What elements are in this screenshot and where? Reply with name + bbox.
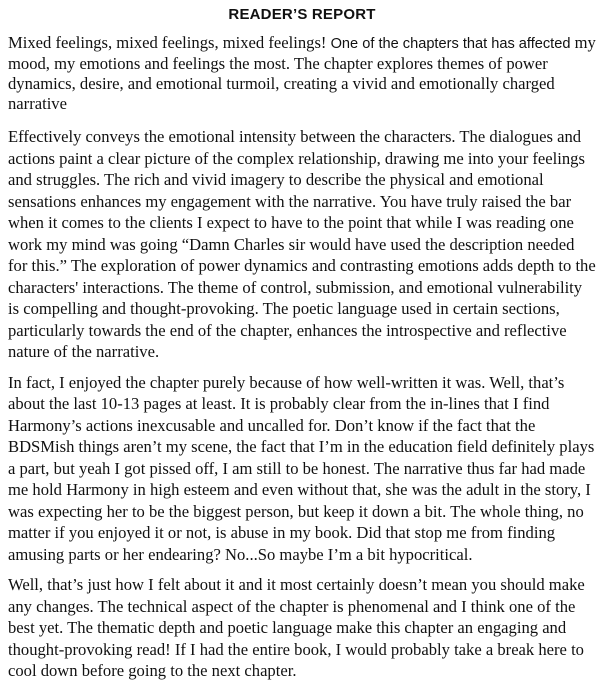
paragraph-4: Well, that’s just how I felt about it and it most certainly doesn’t mean you should make any changes. The technical aspect of the chapter is phenomenal and I think one of the best yet. The thematic depth and poetic language make this chapter an engaging and thought-provoking read! If I had the entire book, I would probably take a break here to cool down before going to the next chapter.: [8, 575, 585, 680]
paragraph-1: [8, 33, 596, 114]
report-title: READER’S REPORT: [228, 6, 376, 23]
paragraph-3: In fact, I enjoyed the chapter purely because of how well-written it was. Well, that’s about the last 10-13 pages at least. It is probably clear from the in-lines that I find Harmony’s actions inexcusable and uncalled for. Don’t know if the fact that the BDSMish things aren’t my scene, the fact that I’m in the education field definitely plays a part, but yeah I got pissed off, I am still to be honest. The narrative thus far had made me hold Harmony in high esteem and even without that, she was the adult in the story, I was expecting her to be the biggest person, but keep it down a bit. The whole thing, no matter if you enjoyed it or not, is abuse in my book. Did that stop me from finding amusing parts or her endearing? No...So maybe I’m a bit hypocritical.: [8, 372, 595, 564]
paragraph-1-sans-run: One of the chapters that has affected: [330, 36, 571, 52]
paragraph-1-lead: Mixed feelings, mixed feelings, mixed feelings!: [8, 33, 331, 52]
paragraph-2: Effectively conveys the emotional intensity between the characters. The dialogues and actions paint a clear picture of the complex relationship, drawing me into your feelings and struggles. The rich and vivid imagery to describe the physical and emotional sensations enhances my engagement with the narrative. You have truly raised the bar when it comes to the clients I expect to have to the point that while I was reading one work my mind was going “Damn Charles sir would have used the description needed for this.” The exploration of power dynamics and contrasting emotions adds depth to the characters' interactions. The theme of control, submission, and emotional vulnerability is compelling and thought-provoking. The poetic language used in certain sections, particularly towards the end of the chapter, enhances the introspective and reflective nature of the narrative.: [8, 127, 596, 361]
paragraph-1-rest: my mood, my emotions and feelings the most. The chapter explores themes of power dynamics, desire, and emotional turmoil, creating a vivid and emotionally charged narrative: [8, 33, 596, 113]
